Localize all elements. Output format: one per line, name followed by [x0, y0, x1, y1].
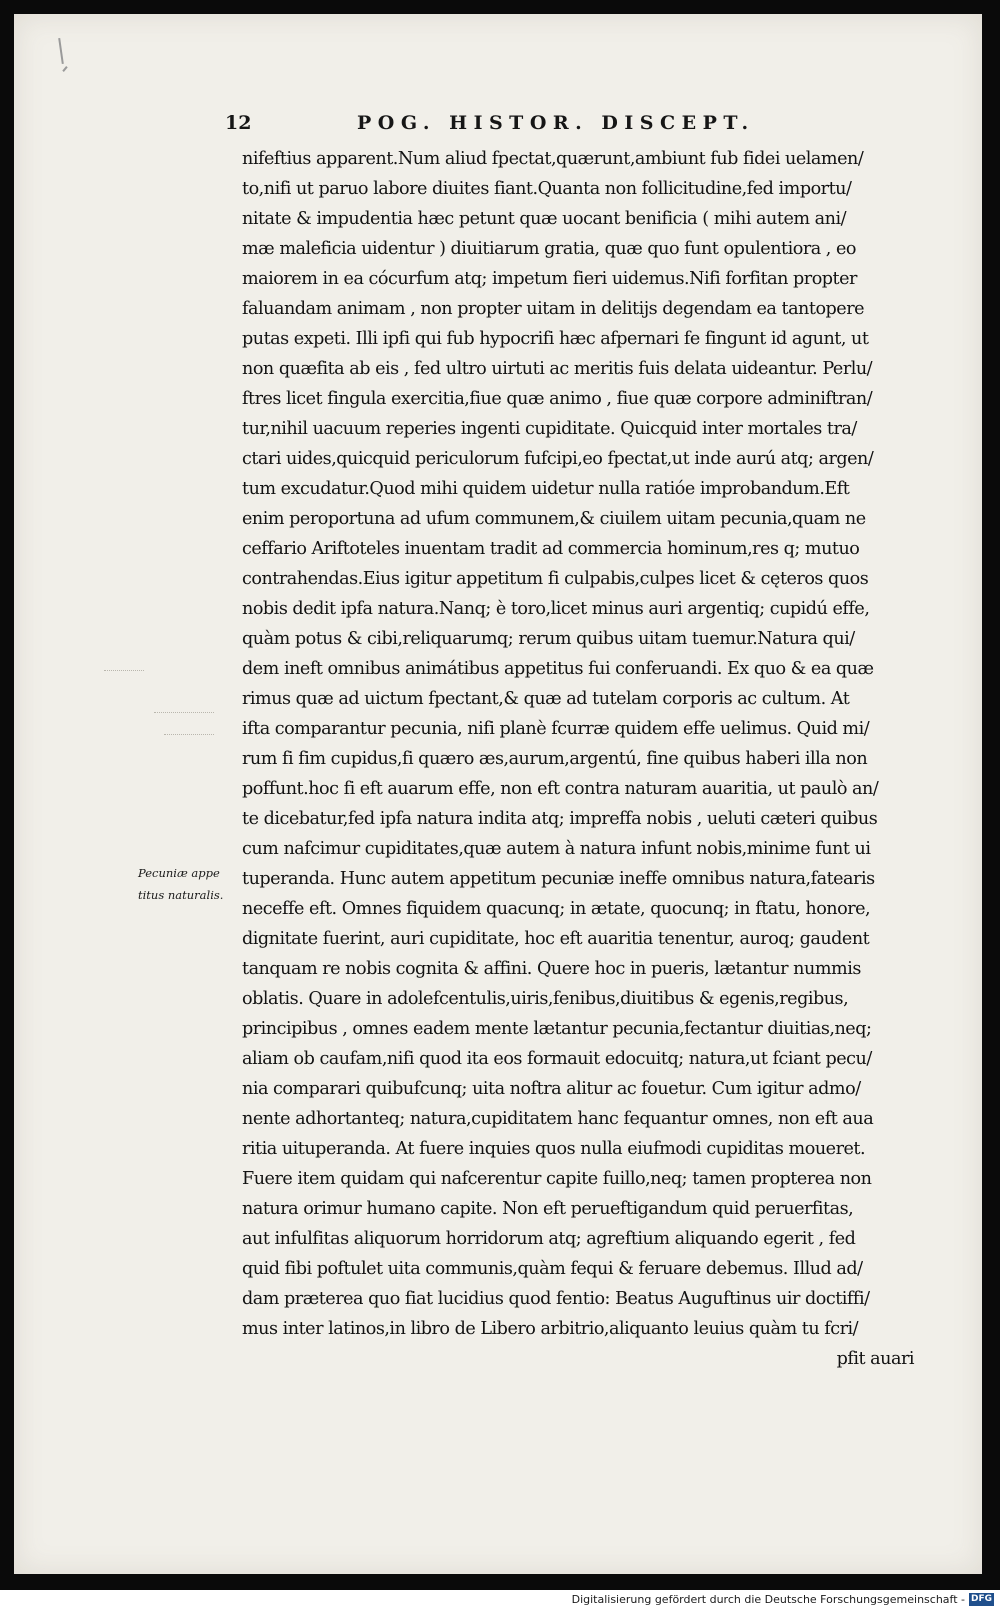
text-line: ftres licet fingula exercitia,fiue quæ animo , fiue quæ corpore adminiftran/: [242, 389, 873, 409]
marginal-note-line: titus naturalis.: [138, 888, 224, 902]
marginal-note: [138, 862, 248, 906]
text-line: neceffe eft. Omnes fiquidem quacunq; in ætate, quocunq; in ftatu, honore,: [242, 899, 871, 919]
text-line: tuperanda. Hunc autem appetitum pecuniæ ineffe omnibus natura,fatearis: [242, 869, 875, 889]
text-line: ceffario Ariftoteles inuentam tradit ad commercia hominum,res q; mutuo: [242, 539, 860, 559]
text-line: principibus , omnes eadem mente lætantur pecunia,fectantur diuitias,neq;: [242, 1019, 872, 1039]
text-line: te dicebatur,fed ipfa natura indita atq; impreffa nobis , ueluti cæteri quibus: [242, 809, 878, 829]
text-line: nitate & impudentia hæc petunt quæ uocant benificia ( mihi autem ani/: [242, 209, 847, 229]
text-line: ctari uides,quicquid periculorum fufcipi,eo fpectat,ut inde aurú atq; argen/: [242, 449, 874, 469]
text-line: poffunt.hoc fi eft auarum effe, non eft contra naturam auaritia, ut paulò an/: [242, 779, 879, 799]
text-line: maiorem in ea cócurfum atq; impetum fieri uidemus.Nifi forfitan propter: [242, 269, 857, 289]
dfg-logo: DFG: [970, 1593, 992, 1604]
text-line: ifta comparantur pecunia, nifi planè fcurræ quidem effe uelimus. Quid mi/: [242, 719, 870, 739]
text-line: tur,nihil uacuum reperies ingenti cupiditate. Quicquid inter mortales tra/: [242, 419, 857, 439]
margin-smudge: [104, 670, 144, 671]
text-line: nente adhortanteq; natura,cupiditatem hanc fequantur omnes, non eft aua: [242, 1109, 874, 1129]
margin-smudge: [164, 734, 214, 735]
text-line: oblatis. Quare in adolefcentulis,uiris,fenibus,diuitibus & egenis,regibus,: [242, 989, 849, 1009]
text-line: Fuere item quidam qui nafcerentur capite fuillo,neq; tamen propterea non: [242, 1169, 872, 1189]
page-number: 12: [225, 112, 252, 134]
text-line: tanquam re nobis cognita & affini. Quere hoc in pueris, lætantur nummis: [242, 959, 861, 979]
text-line: quid fibi poftulet uita communis,quàm fequi & feruare debemus. Illud ad/: [242, 1259, 863, 1279]
text-line: faluandam animam , non propter uitam in delitijs degendam ea tantopere: [242, 299, 865, 319]
text-line: to,nifi ut paruo labore diuites fiant.Quanta non follicitudine,fed importu/: [242, 179, 852, 199]
text-line: quàm potus & cibi,reliquarumq; rerum quibus uitam tuemur.Natura qui/: [242, 629, 855, 649]
text-line: natura orimur humano capite. Non eft perueftigandum quid peruerfitas,: [242, 1199, 854, 1219]
text-line: tum excudatur.Quod mihi quidem uidetur nulla ratióe improbandum.Eft: [242, 479, 850, 499]
running-head: [225, 112, 845, 142]
text-block: [242, 144, 922, 1374]
text-line: enim peroportuna ad ufum communem,& ciuilem uitam pecunia,quam ne: [242, 509, 866, 529]
pencil-mark: [58, 38, 64, 64]
text-line: rum fi fim cupidus,fi quæro æs,aurum,argentú, fine quibus haberi illa non: [242, 749, 868, 769]
text-line: nia comparari quibufcunq; uita noftra alitur ac fouetur. Cum igitur admo/: [242, 1079, 861, 1099]
text-line: dam præterea quo fiat lucidius quod fentio: Beatus Auguftinus uir doctiffi/: [242, 1289, 870, 1309]
text-line: mæ maleficia uidentur ) diuitiarum gratia, quæ quo funt opulentiora , eo: [242, 239, 856, 259]
catchword-line: pfit auari: [836, 1349, 914, 1369]
text-line: mus inter latinos,in libro de Libero arbitrio,aliquanto leuius quàm tu fcri/: [242, 1319, 859, 1339]
text-line: ritia uituperanda. At fuere inquies quos nulla eiufmodi cupiditas moueret.: [242, 1139, 866, 1159]
text-line: aliam ob caufam,nifi quod ita eos formauit edocuitq; natura,ut fciant pecu/: [242, 1049, 872, 1069]
pencil-mark: [62, 66, 67, 72]
text-line: dignitate fuerint, auri cupiditate, hoc eft auaritia tenentur, auroq; gaudent: [242, 929, 870, 949]
text-line: nifeftius apparent.Num aliud fpectat,quærunt,ambiunt fub fidei uelamen/: [242, 149, 864, 169]
text-line: rimus quæ ad uictum fpectant,& quæ ad tutelam corporis ac cultum. At: [242, 689, 850, 709]
running-title: POG. HISTOR. DISCEPT.: [357, 112, 755, 134]
text-line: aut infulfitas aliquorum horridorum atq; agreftium aliquando egerit , fed: [242, 1229, 856, 1249]
text-line: non quæfita ab eis , fed ultro uirtuti ac meritis fuis delata uideantur. Perlu/: [242, 359, 873, 379]
text-line: contrahendas.Eius igitur appetitum fi culpabis,culpes licet & cęteros quos: [242, 569, 869, 589]
text-line: putas expeti. Illi ipfi qui fub hypocrifi hæc afpernari fe fingunt id agunt, ut: [242, 329, 869, 349]
text-line: dem ineft omnibus animátibus appetitus fui conferuandi. Ex quo & ea quæ: [242, 659, 874, 679]
digitization-credit: [572, 1591, 994, 1607]
margin-smudge: [154, 712, 214, 713]
marginal-note-line: Pecuniæ appe: [138, 866, 220, 880]
text-line: cum nafcimur cupiditates,quæ autem à natura infunt nobis,minime funt ui: [242, 839, 871, 859]
text-line: nobis dedit ipfa natura.Nanq; è toro,licet minus auri argentiq; cupidú effe,: [242, 599, 870, 619]
credit-text: Digitalisierung gefördert durch die Deutsche Forschungsgemeinschaft -: [571, 1592, 965, 1606]
